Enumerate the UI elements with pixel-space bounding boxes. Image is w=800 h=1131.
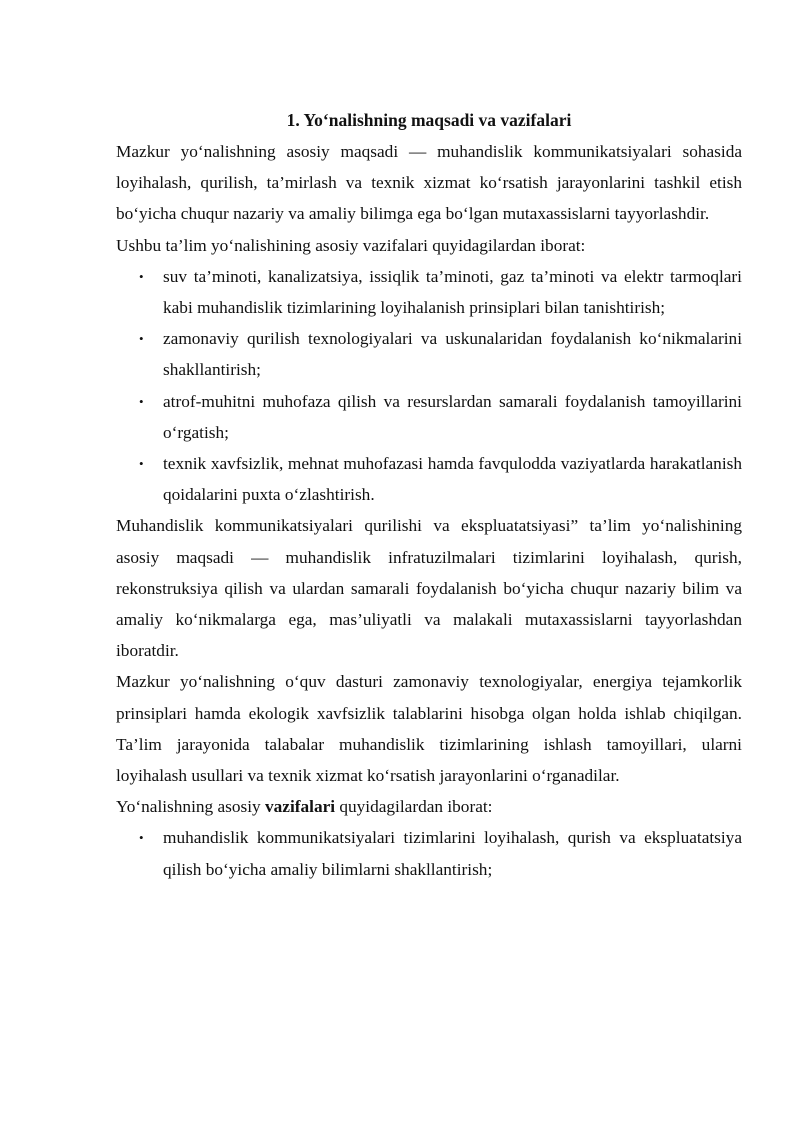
list-item-text: zamonaviy qurilish texnologiyalari va uskunalaridan foydalanish ko‘nikmalarini shakllantirish; <box>163 329 742 380</box>
list-item <box>139 448 742 510</box>
list-item-text: atrof-muhitni muhofaza qilish va resurslardan samarali foydalanish tamoyillarini o‘rgatish; <box>163 391 742 442</box>
bullet-icon: • <box>139 393 144 409</box>
list-item <box>139 261 742 323</box>
paragraph-goal: Mazkur yo‘nalishning asosiy maqsadi — muhandislik kommunikatsiyalari sohasida loyihalash, qurilish, ta’mirlash va texnik xizmat ko‘rsatish jarayonlarini tashkil etish bo‘yicha chuqur nazariy va amaliy bilimga ega bo‘lgan mutaxassislarni tayyorlashdir. <box>116 142 742 224</box>
bullet-icon: • <box>139 830 144 846</box>
paragraph-program-goal: Muhandislik kommunikatsiyalari qurilishi va ekspluatatsiyasi” ta’lim yo‘nalishining asosiy maqsadi — muhandislik infratuzilmalari tizimlarini loyihalash, qurish, rekonstruksiya qilish va ulardan samarali foydalanish bo‘yicha chuqur nazariy bilim va amaliy ko‘nikmalarga ega, mas’uliyatli va malakali mutaxassislarni tayyorlashdan iboratdir. <box>116 516 742 661</box>
bullet-icon: • <box>139 456 144 472</box>
paragraph-curriculum: Mazkur yo‘nalishning o‘quv dasturi zamonaviy texnologiyalar, energiya tejamkorlik prinsiplari hamda ekologik xavfsizlik talablarini hisobga olgan holda ishlab chiqilgan. Ta’lim jarayonida talabalar muhandislik tizimlarining ishlash tamoyillari, ularni loyihalash usullari va texnik xizmat ko‘rsatish jarayonlarini o‘rganadilar. <box>116 672 742 786</box>
page-title: 1. Yo‘nalishning maqsadi va vazifalari <box>286 110 572 130</box>
paragraph-tasks-intro-2 <box>116 791 742 822</box>
paragraph-tasks-intro: Ushbu ta’lim yo‘nalishining asosiy vazifalari quyidagilardan iborat: <box>116 235 586 255</box>
tasks-list-2 <box>116 822 742 884</box>
text-run: Yo‘nalishning asosiy <box>116 797 265 817</box>
bold-keyword: vazifalari <box>265 797 336 817</box>
list-item <box>139 323 742 385</box>
list-item-text: suv ta’minoti, kanalizatsiya, issiqlik ta’minoti, gaz ta’minoti va elektr tarmoqlari kabi muhandislik tizimlarining loyihalanish prinsiplari bilan tanishtirish; <box>163 266 742 318</box>
bullet-icon: • <box>139 268 144 284</box>
text-run: quyidagilardan iborat: <box>335 797 493 817</box>
tasks-list <box>116 261 742 511</box>
list-item <box>139 822 742 884</box>
list-item-text: muhandislik kommunikatsiyalari tizimlarini loyihalash, qurish va ekspluatatsiya qilish bo‘yicha amaliy bilimlarni shakllantirish; <box>163 828 742 879</box>
bullet-icon: • <box>139 331 144 347</box>
list-item <box>139 386 742 448</box>
list-item-text: texnik xavfsizlik, mehnat muhofazasi hamda favqulodda vaziyatlarda harakatlanish qoidalarini puxta o‘zlashtirish. <box>163 454 742 505</box>
